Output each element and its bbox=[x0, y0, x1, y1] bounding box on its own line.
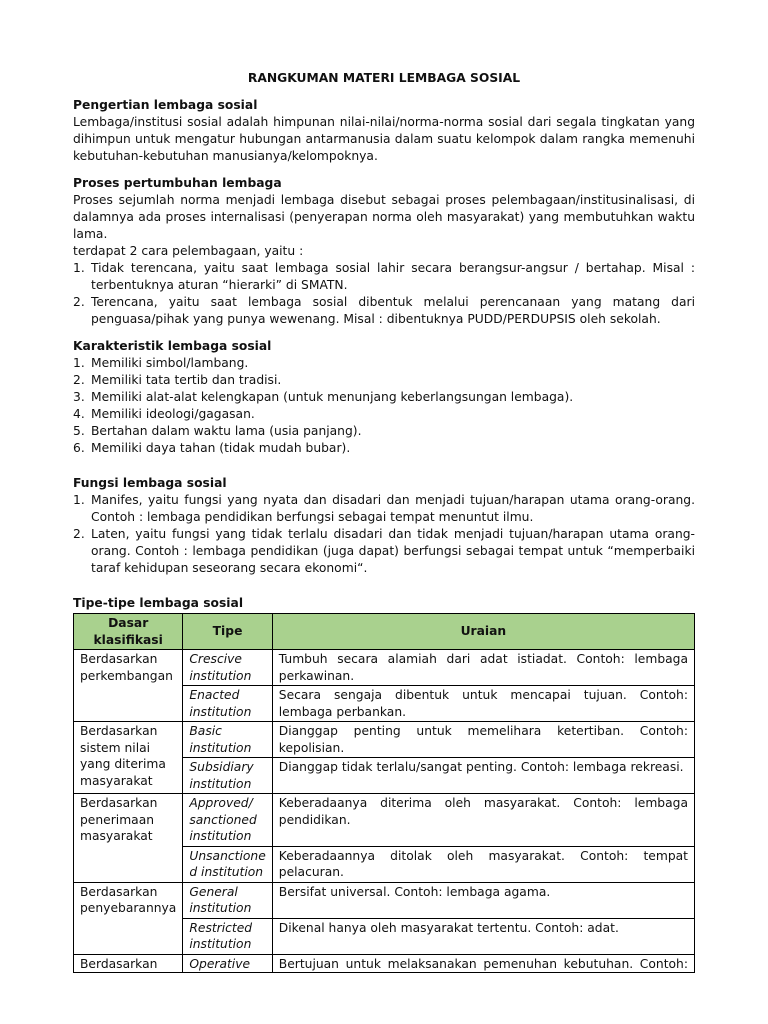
list-item: 2. Terencana, yaitu saat lembaga sosial dibentuk melalui perencanaan yang matang dari penguasa/pihak yang punya wewenang. Misal : dibentuknya PUDD/PERDUPSIS oleh sekolah. bbox=[73, 295, 695, 326]
list-item: 1. Memiliki simbol/lambang. bbox=[73, 356, 249, 370]
table-cell-type: Enacted institution bbox=[183, 686, 272, 722]
table-cell-description: Bersifat universal. Contoh: lembaga agama. bbox=[272, 882, 694, 918]
table-cell-type: Operative bbox=[183, 954, 272, 972]
table-cell-description: Secara sengaja dibentuk untuk mencapai tujuan. Contoh: lembaga perbankan. bbox=[272, 686, 694, 722]
table-row bbox=[74, 794, 695, 847]
list-item: 1. Manifes, yaitu fungsi yang nyata dan disadari dan menjadi tujuan/harapan utama orang-orang. Contoh : lembaga pendidikan berfungsi sebagai tempat menuntut ilmu. bbox=[73, 493, 695, 524]
table-cell-type: Restricted institution bbox=[183, 918, 272, 954]
list-item: 2. Laten, yaitu fungsi yang tidak terlalu disadari dan tidak menjadi tujuan/harapan utama orang-orang. Contoh : lembaga pendidikan (juga dapat) berfungsi sebagai tempat untuk “memperbaiki taraf kehidupan seseorang secara ekonomi“. bbox=[73, 527, 695, 575]
table-cell-description: Dikenal hanya oleh masyarakat tertentu. Contoh: adat. bbox=[272, 918, 694, 954]
section-heading: Karakteristik lembaga sosial bbox=[73, 339, 272, 353]
table-row bbox=[74, 650, 695, 686]
list-item: 6. Memiliki daya tahan (tidak mudah bubar). bbox=[73, 441, 351, 455]
section-paragraph: Proses sejumlah norma menjadi lembaga disebut sebagai proses pelembagaan/institusinalisasi, di dalamnya ada proses internalisasi (penyerapan norma oleh masyarakat) yang membutuhkan waktu lama. bbox=[73, 193, 695, 241]
table-cell-description: Keberadaannya ditolak oleh masyarakat. Contoh: tempat pelacuran. bbox=[272, 846, 694, 882]
list-item: 2. Memiliki tata tertib dan tradisi. bbox=[73, 373, 282, 387]
section-pengertian bbox=[73, 97, 695, 165]
table-cell-type: Basic institution bbox=[183, 722, 272, 758]
table-cell-basis: Berdasarkan penerimaan masyarakat bbox=[74, 794, 183, 883]
list-item: 3. Memiliki alat-alat kelengkapan (untuk menunjang keberlangsungan lembaga). bbox=[73, 390, 574, 404]
numbered-list bbox=[73, 492, 695, 577]
section-heading: Proses pertumbuhan lembaga bbox=[73, 176, 282, 190]
section-karakteristik bbox=[73, 338, 695, 457]
numbered-list bbox=[73, 355, 695, 457]
section-paragraph: Lembaga/institusi sosial adalah himpunan nilai-nilai/norma-norma sosial dari segala tingkatan yang dihimpun untuk mengatur hubungan antarmanusia dalam suatu kelompok dalam rangka memenuhi kebutuhan-kebutuhan manusianya/kelompoknya. bbox=[73, 115, 695, 163]
table-cell-type: Approved/ sanctioned institution bbox=[183, 794, 272, 847]
table-cell-type: Unsanctione d institution bbox=[183, 846, 272, 882]
list-item: 4. Memiliki ideologi/gagasan. bbox=[73, 407, 255, 421]
table-cell-description: Bertujuan untuk melaksanakan pemenuhan kebutuhan. Contoh: bbox=[272, 954, 694, 972]
institution-types-table bbox=[73, 613, 695, 973]
table-cell-type: Subsidiary institution bbox=[183, 758, 272, 794]
section-heading: Fungsi lembaga sosial bbox=[73, 476, 227, 490]
column-header: Dasar klasifikasi bbox=[74, 614, 183, 650]
table-cell-basis: Berdasarkan penyebarannya bbox=[74, 882, 183, 954]
table-cell-description: Keberadaanya diterima oleh masyarakat. Contoh: lembaga pendidikan. bbox=[272, 794, 694, 847]
table-row bbox=[74, 954, 695, 972]
table-cell-basis: Berdasarkan bbox=[74, 954, 183, 972]
column-header: Uraian bbox=[272, 614, 694, 650]
section-proses bbox=[73, 175, 695, 328]
document-title: RANGKUMAN MATERI LEMBAGA SOSIAL bbox=[247, 71, 521, 85]
section-fungsi bbox=[73, 475, 695, 577]
table-cell-description: Tumbuh secara alamiah dari adat istiadat. Contoh: lembaga perkawinan. bbox=[272, 650, 694, 686]
table-cell-description: Dianggap tidak terlalu/sangat penting. Contoh: lembaga rekreasi. bbox=[272, 758, 694, 794]
section-heading: Tipe-tipe lembaga sosial bbox=[73, 596, 244, 610]
table-cell-type: Crescive institution bbox=[183, 650, 272, 686]
section-tipe bbox=[73, 595, 695, 973]
numbered-list bbox=[73, 260, 695, 328]
list-item: 5. Bertahan dalam waktu lama (usia panjang). bbox=[73, 424, 362, 438]
table-row bbox=[74, 722, 695, 758]
section-heading: Pengertian lembaga sosial bbox=[73, 98, 258, 112]
document-page bbox=[73, 70, 695, 973]
column-header: Tipe bbox=[183, 614, 272, 650]
table-cell-basis: Berdasarkan sistem nilai yang diterima masyarakat bbox=[74, 722, 183, 794]
table-row bbox=[74, 882, 695, 918]
section-list-intro: terdapat 2 cara pelembagaan, yaitu : bbox=[73, 244, 304, 258]
table-cell-description: Dianggap penting untuk memelihara ketertiban. Contoh: kepolisian. bbox=[272, 722, 694, 758]
table-cell-type: General institution bbox=[183, 882, 272, 918]
list-item: 1. Tidak terencana, yaitu saat lembaga sosial lahir secara berangsur-angsur / bertahap. Misal : terbentuknya aturan “hierarki” di SMATN. bbox=[73, 261, 695, 292]
table-cell-basis: Berdasarkan perkembangan bbox=[74, 650, 183, 722]
table-header-row bbox=[74, 614, 695, 650]
